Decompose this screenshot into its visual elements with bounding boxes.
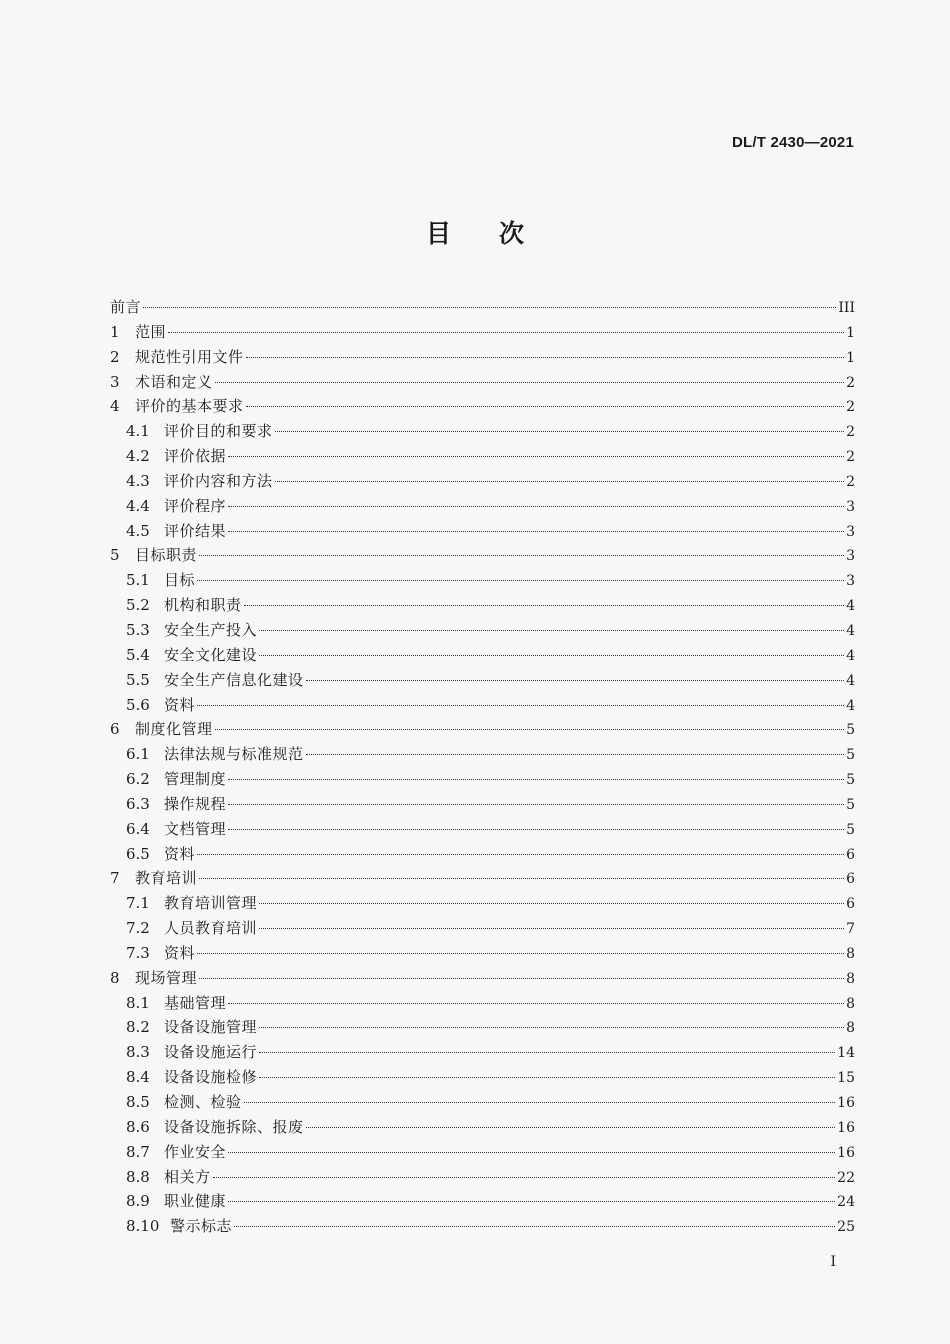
toc-entry-page: 15 [837,1070,855,1087]
toc-entry-number: 6.2 [126,770,150,789]
toc-entry-page: 5 [846,796,855,813]
toc-entry-number: 8.6 [126,1117,150,1136]
toc-entry[interactable] [110,917,855,942]
dot-leader [215,381,845,383]
dot-leader [215,728,845,730]
toc-entry-number: 4.4 [126,496,150,515]
toc-entry-number: 7.1 [126,894,150,913]
toc-entry-page: 3 [846,548,855,565]
toc-entry-label: 评价内容和方法 [164,471,273,490]
toc-entry-page: 2 [846,374,855,391]
table-of-contents [110,296,855,1240]
dot-leader [228,803,844,805]
dot-leader [228,505,844,507]
toc-entry-number: 8.2 [126,1018,150,1037]
page-number: I [830,1254,836,1270]
toc-entry[interactable] [110,346,855,371]
toc-entry[interactable] [110,495,855,520]
toc-entry-number: 7 [110,869,120,888]
toc-entry-number: 6.3 [126,794,150,813]
toc-entry[interactable] [110,1016,855,1041]
toc-entry-number: 5.4 [126,645,150,664]
toc-entry[interactable] [110,1141,855,1166]
dot-leader [228,530,844,532]
dot-leader [244,1101,836,1103]
toc-entry-label: 目标 [164,571,196,590]
toc-entry-page: 3 [846,498,855,515]
toc-entry-page: 2 [846,449,855,466]
toc-entry-number: 6 [110,720,120,739]
toc-entry-label: 设备设施管理 [164,1018,258,1037]
toc-entry-label: 警示标志 [170,1217,233,1236]
toc-entry-label: 规范性引用文件 [135,347,244,366]
toc-entry-number: 5.3 [126,620,150,639]
toc-entry-number: 2 [110,347,120,366]
toc-entry-page: 3 [846,573,855,590]
toc-entry[interactable] [110,1190,855,1215]
toc-entry[interactable] [110,445,855,470]
toc-entry-label: 安全文化建设 [164,645,258,664]
toc-entry-page: 6 [846,871,855,888]
toc-entry-number: 1 [110,322,120,341]
toc-entry-number: 8.4 [126,1068,150,1087]
toc-entry[interactable] [110,321,855,346]
toc-entry-label: 制度化管理 [135,720,213,739]
toc-entry-page: 3 [846,523,855,540]
dot-leader [246,356,845,358]
page-title: 目次 [425,219,572,248]
toc-entry[interactable] [110,1215,855,1240]
toc-entry-number: 8.7 [126,1142,150,1161]
dot-leader [228,778,844,780]
toc-entry-label: 设备设施检修 [164,1068,258,1087]
toc-entry-page: 24 [837,1194,855,1211]
toc-entry[interactable] [110,1066,855,1091]
toc-entry-number: 8.9 [126,1192,150,1211]
dot-leader [246,405,845,407]
toc-entry-page: 8 [846,1020,855,1037]
dot-leader [228,1151,835,1153]
toc-entry-page: 22 [837,1169,855,1186]
toc-entry-number: 8.10 [126,1217,160,1236]
toc-entry-number: 7.2 [126,919,150,938]
toc-entry-number: 8.8 [126,1167,150,1186]
toc-entry-number: 5.1 [126,571,150,590]
toc-entry[interactable] [110,942,855,967]
toc-entry[interactable] [110,420,855,445]
toc-entry-label: 资料 [164,943,196,962]
toc-entry-label: 评价程序 [164,496,227,515]
toc-entry-page: 4 [846,598,855,615]
toc-entry-page: 16 [837,1119,855,1136]
dot-leader [306,679,845,681]
toc-entry-number: 4.3 [126,471,150,490]
dot-leader [199,554,844,556]
toc-entry-number: 6.4 [126,819,150,838]
toc-entry-label: 基础管理 [164,993,227,1012]
toc-entry[interactable] [110,694,855,719]
toc-entry[interactable] [110,644,855,669]
toc-entry[interactable] [110,768,855,793]
toc-entry-label: 评价的基本要求 [135,397,244,416]
toc-entry-page: 8 [846,945,855,962]
toc-entry-label: 评价结果 [164,521,227,540]
toc-entry-label: 教育培训 [135,869,198,888]
toc-entry-label: 检测、检验 [164,1093,242,1111]
dot-leader [197,579,844,581]
toc-entry-label: 资料 [164,695,196,714]
toc-entry[interactable] [110,743,855,768]
toc-entry-page: 14 [837,1045,855,1062]
toc-entry[interactable] [110,544,855,569]
dot-leader [259,927,844,929]
toc-entry-label: 设备设施拆除、报废 [164,1117,304,1136]
toc-entry-number: 5 [110,546,120,565]
toc-entry[interactable] [110,569,855,594]
dot-leader [259,1026,844,1028]
toc-entry-label: 作业安全 [164,1142,227,1161]
toc-entry-label: 术语和定义 [135,372,213,391]
toc-entry-label: 管理制度 [164,770,227,789]
toc-entry[interactable] [110,1166,855,1191]
toc-entry-label: 评价目的和要求 [164,422,273,441]
toc-entry-page: 16 [837,1144,855,1161]
toc-entry-page: 8 [846,970,855,987]
toc-entry-page: 4 [846,672,855,689]
toc-entry-number: 6.1 [126,745,150,764]
toc-entry-page: 1 [846,324,855,341]
toc-entry-number: 5.5 [126,670,150,689]
toc-entry-label: 资料 [164,844,196,863]
toc-entry-label: 文档管理 [164,819,227,838]
toc-entry[interactable] [110,992,855,1017]
toc-entry[interactable] [110,892,855,917]
toc-entry-label: 人员教育培训 [164,919,258,938]
toc-entry[interactable] [110,1091,855,1116]
toc-entry-page: 5 [846,722,855,739]
toc-entry-label: 机构和职责 [164,596,242,615]
toc-entry[interactable] [110,1116,855,1141]
toc-entry-label: 相关方 [164,1167,211,1186]
toc-entry-page: 1 [846,349,855,366]
dot-leader [228,1200,835,1202]
toc-entry-label: 安全生产投入 [164,620,258,639]
toc-entry-page: 5 [846,821,855,838]
dot-leader [228,1002,844,1004]
toc-entry-number: 5.6 [126,695,150,714]
dot-leader [259,902,844,904]
dot-leader [197,853,844,855]
toc-entry-number: 8.1 [126,993,150,1012]
toc-entry-page: 5 [846,747,855,764]
toc-entry-number: 4.1 [126,422,150,441]
dot-leader [234,1225,835,1227]
dot-leader [275,480,845,482]
toc-entry-number: 4.2 [126,447,150,466]
toc-entry-page: 4 [846,622,855,639]
toc-entry-page: 4 [846,647,855,664]
toc-entry-label: 范围 [135,322,167,341]
dot-leader [197,704,844,706]
toc-entry[interactable] [110,793,855,818]
dot-leader [199,977,844,979]
toc-entry-label: 设备设施运行 [164,1043,258,1062]
toc-entry-label: 前言 [110,298,142,316]
dot-leader [259,1051,835,1053]
toc-entry[interactable] [110,1041,855,1066]
toc-entry[interactable] [110,619,855,644]
toc-entry-label: 操作规程 [164,794,227,813]
document-code: DL/T 2430—2021 [731,134,854,151]
toc-entry[interactable] [110,669,855,694]
toc-entry[interactable] [110,520,855,545]
dot-leader [275,430,845,432]
toc-entry-label: 安全生产信息化建设 [164,670,304,689]
toc-entry-label: 职业健康 [164,1192,227,1211]
dot-leader [306,753,845,755]
toc-entry-number: 8.3 [126,1043,150,1062]
toc-entry-label: 教育培训管理 [164,894,258,913]
toc-entry-label: 法律法规与标准规范 [164,745,304,764]
toc-entry[interactable] [110,296,855,321]
toc-entry[interactable] [110,594,855,619]
toc-entry-page: 2 [846,424,855,441]
dot-leader [199,877,844,879]
toc-entry[interactable] [110,371,855,396]
dot-leader [197,952,844,954]
toc-entry[interactable] [110,395,855,420]
dot-leader [259,654,844,656]
toc-entry-label: 评价依据 [164,447,227,466]
toc-entry-page: 6 [846,846,855,863]
dot-leader [306,1126,836,1128]
toc-entry[interactable] [110,867,855,892]
toc-entry-page: III [838,300,855,316]
toc-entry-number: 6.5 [126,844,150,863]
dot-leader [244,604,845,606]
dot-leader [259,1076,835,1078]
toc-entry-page: 5 [846,772,855,789]
toc-entry[interactable] [110,470,855,495]
toc-entry-label: 现场管理 [135,968,198,987]
toc-entry-page: 6 [846,896,855,913]
toc-entry-number: 8.5 [126,1093,150,1111]
toc-entry-number: 8 [110,968,120,987]
toc-entry[interactable] [110,843,855,868]
toc-entry-page: 2 [846,399,855,416]
dot-leader [143,306,836,308]
toc-entry-number: 3 [110,372,120,391]
toc-entry-number: 4.5 [126,521,150,540]
toc-entry-number: 5.2 [126,596,150,615]
dot-leader [228,455,844,457]
dot-leader [213,1176,836,1178]
toc-entry[interactable] [110,718,855,743]
toc-entry-number: 7.3 [126,943,150,962]
toc-entry-page: 2 [846,473,855,490]
toc-entry-page: 4 [846,697,855,714]
dot-leader [259,629,844,631]
toc-entry-number: 4 [110,397,120,416]
dot-leader [228,828,844,830]
dot-leader [168,331,844,333]
toc-entry-page: 8 [846,995,855,1012]
toc-entry-page: 16 [837,1095,855,1111]
toc-entry-label: 目标职责 [135,546,198,565]
toc-entry-page: 25 [837,1219,855,1236]
toc-entry-page: 7 [846,921,855,938]
toc-entry[interactable] [110,818,855,843]
toc-entry[interactable] [110,967,855,992]
